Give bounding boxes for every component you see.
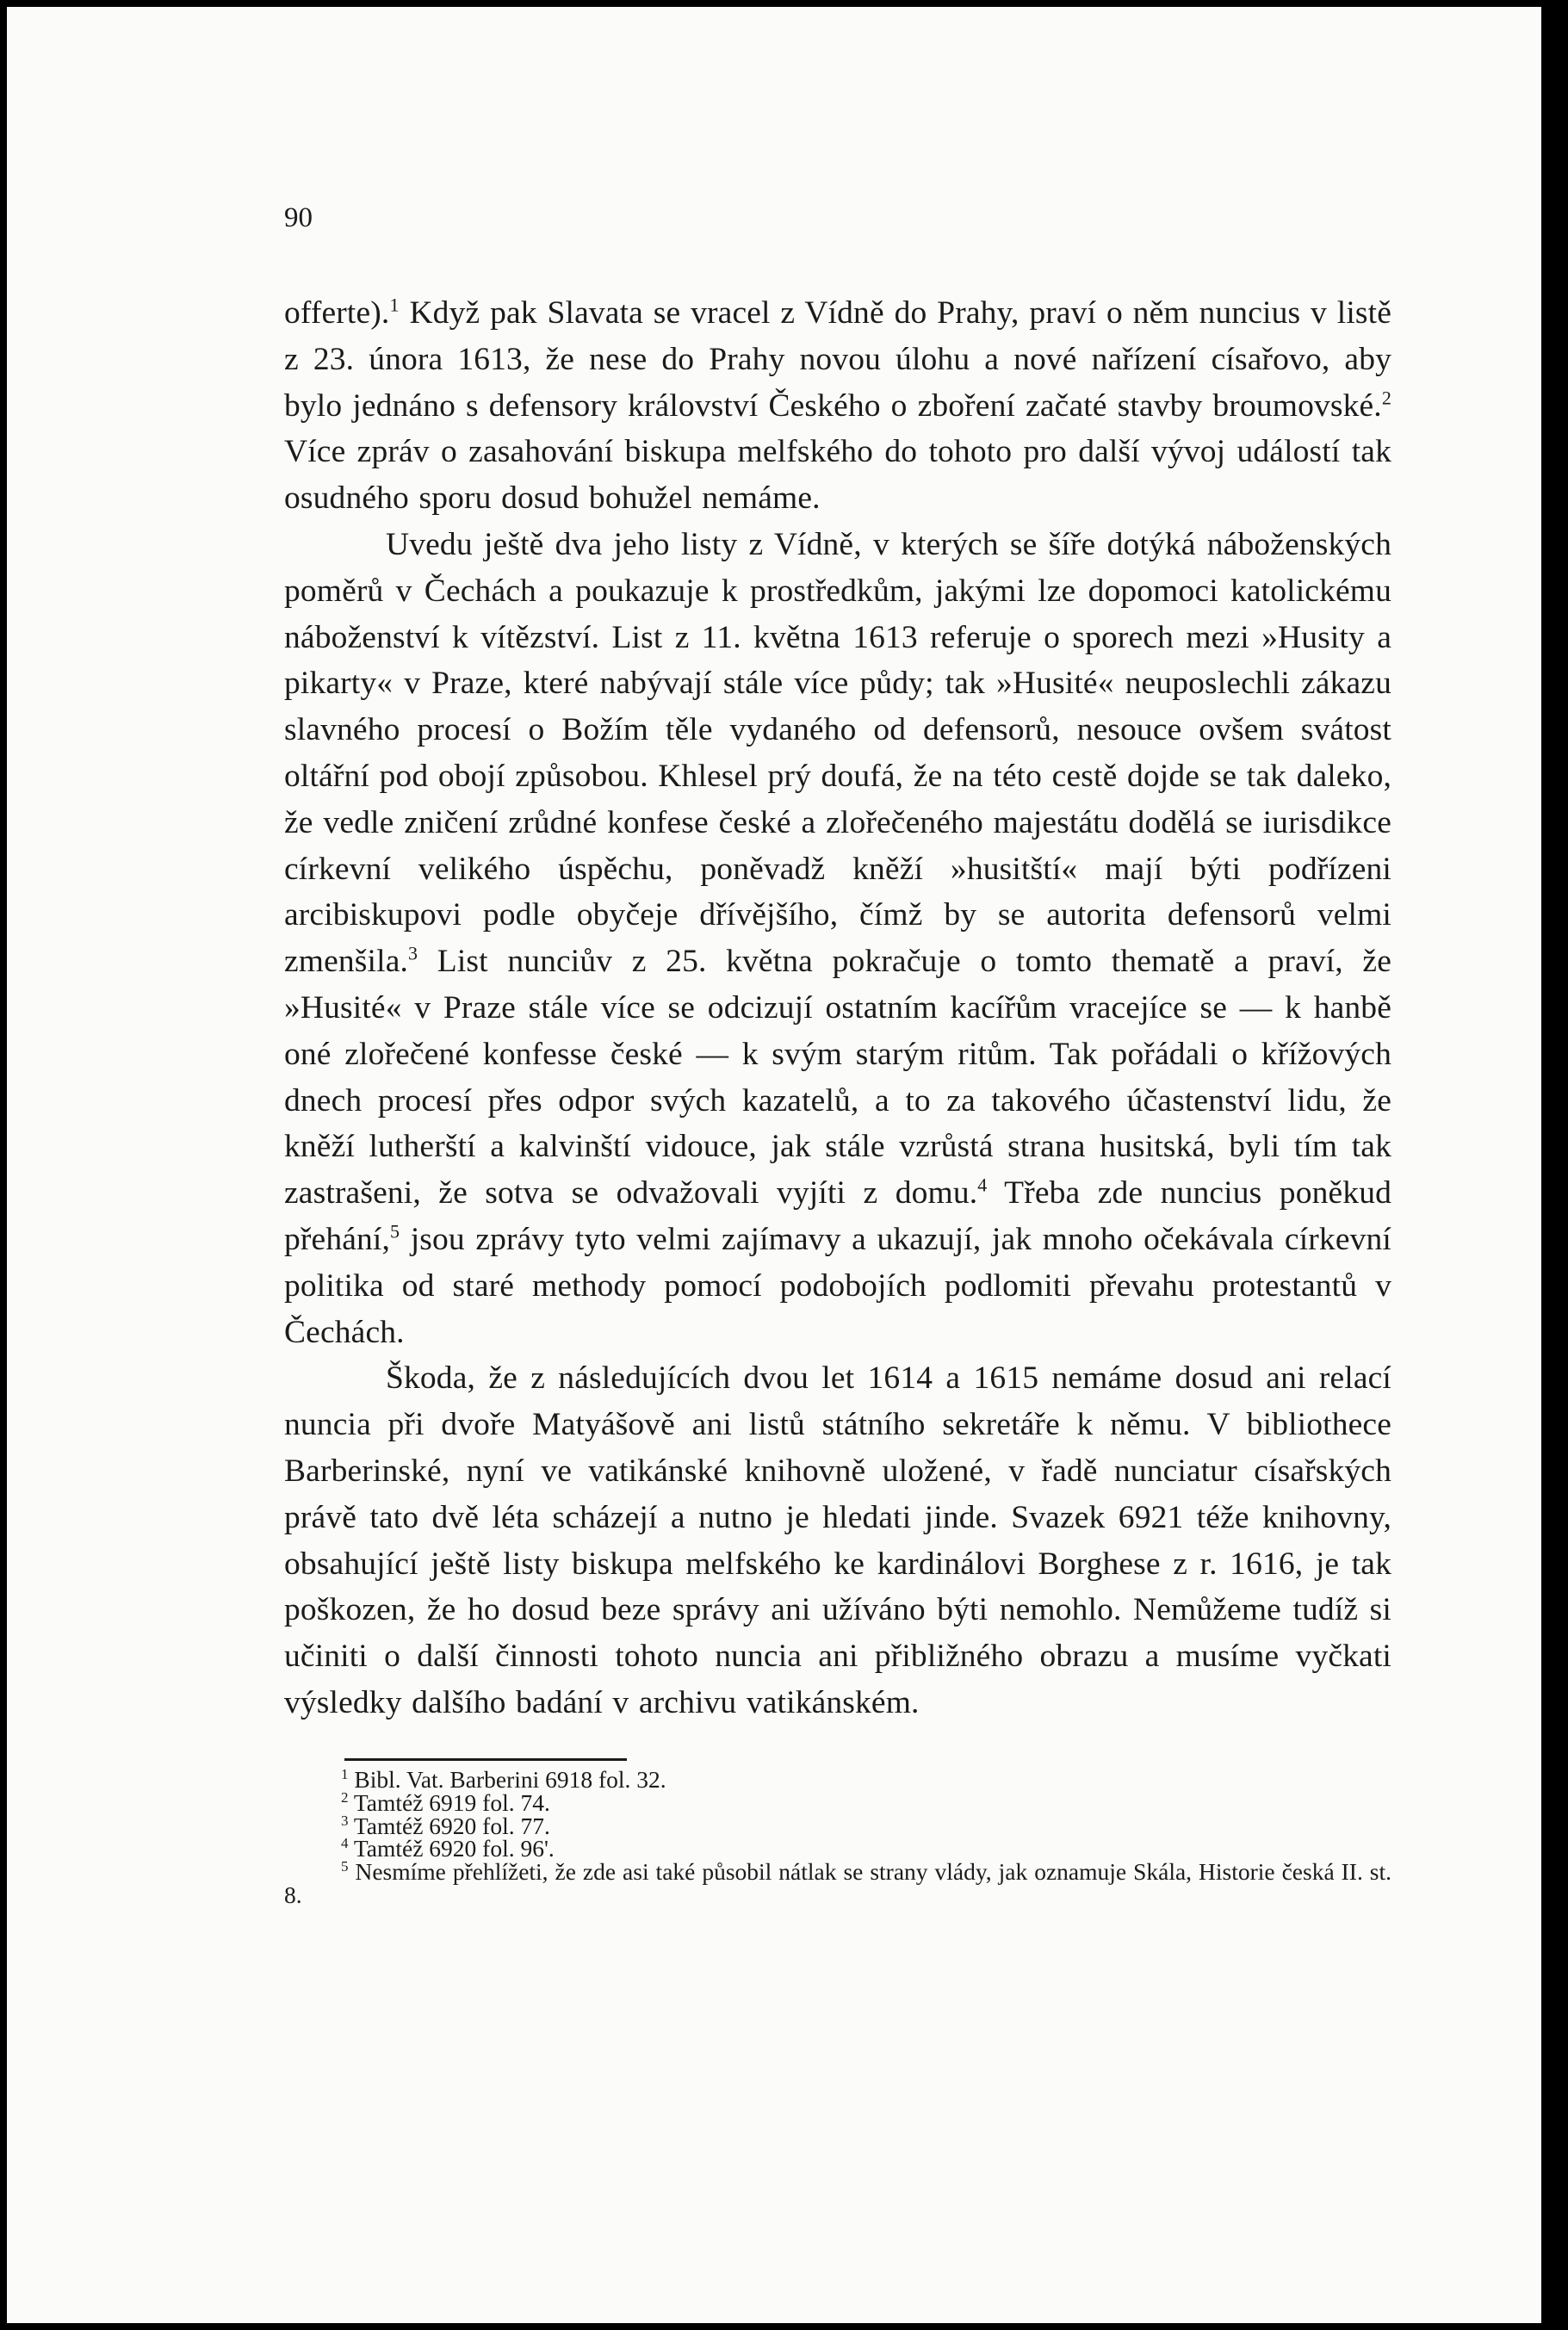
text-run: Třeba zde nuncius poněkud přehání, <box>284 1175 1391 1257</box>
footnote-text: Bibl. Vat. Barberini 6918 fol. 32. <box>354 1766 666 1793</box>
footnote-ref: 3 <box>408 942 418 964</box>
text-run: jsou zprávy tyto velmi zajímavy a ukazují, jak mnoho očekávala církevní politika od staré methody pomocí podobojích podlomiti převahu protestantů v Čechách. <box>284 1221 1391 1350</box>
footnote-ref: 2 <box>1381 387 1391 409</box>
page-number: 90 <box>284 202 313 233</box>
footnote-ref: 4 <box>977 1174 988 1196</box>
footnote-mark: 2 <box>341 1788 349 1806</box>
footnote-mark: 4 <box>341 1835 349 1852</box>
footnote-divider <box>344 1758 627 1761</box>
footnote <box>284 1858 1392 1908</box>
text-run: offerte). <box>284 295 390 331</box>
footnote-text: Tamtéž 6920 fol. 77. <box>353 1812 550 1839</box>
text-run: Uvedu ještě dva jeho listy z Vídně, v kterých se šíře dotýká náboženských poměrů v Čechách a poukazuje k prostředkům, jakými lze dopomoci katolickému náboženství k vítězství. List z 11. května 1613 referuje o sporech mezi »Husity a pikarty« v Praze, které nabývají stále více půdy; tak »Husité« neuposlechli zákazu slavného procesí o Božím těle vydaného od defensorů, nesouce ovšem svátost oltářní pod obojí způsobou. Khlesel prý doufá, že na této cestě dojde se tak daleko, že vedle zničení zrůdné konfese české a zlořečeného majestátu dodělá se iurisdikce církevní velikého úspěchu, poněvadž kněží »husitští« mají býti podřízeni arcibiskupovi podle obyčeje dřívějšího, čímž by se autorita defensorů velmi zmenšila. <box>284 526 1391 980</box>
footnotes <box>284 1765 1392 1908</box>
footnote-ref: 1 <box>389 294 400 316</box>
footnote <box>284 1788 1391 1816</box>
text-run: Více zpráv o zasahování biskupa melfského do tohoto pro další vývoj událostí tak osudného sporu dosud bohužel nemáme. <box>284 434 1391 517</box>
footnote-mark: 1 <box>341 1765 349 1782</box>
footnote <box>284 1765 1391 1793</box>
text-run: List nunciův z 25. května pokračuje o tomto thematě a praví, že »Husité« v Praze stále více se odcizují ostatním kacířům vracejíce se — k hanbě oné zlořečené konfesse české — k svým starým ritům. Tak pořádali o křížových dnech procesí přes odpor svých kazatelů, a to za takového účastenství lidu, že kněží lutherští a kalvinští vidouce, jak stále vzrůstá strana husitská, byli tím tak zastrašeni, že sotva se odvažovali vyjíti z domu. <box>284 944 1391 1211</box>
footnote-text: Tamtéž 6919 fol. 74. <box>353 1788 550 1816</box>
paragraph <box>284 290 1391 522</box>
body-text <box>284 290 1391 1726</box>
text-run: Když pak Slavata se vracel z Vídně do Prahy, praví o něm nuncius v listě z 23. února 1613, že nese do Prahy novou úlohu a nové nařízení císařovo, aby bylo jednáno s defensory království Českého o zboření začaté stavby broumovské. <box>284 295 1391 424</box>
paragraph <box>284 1355 1391 1726</box>
footnote-mark: 3 <box>341 1812 349 1829</box>
footnote-text: Nesmíme přehlížeti, že zde asi také působil nátlak se strany vlády, jak oznamuje Skála, Historie česká II. st. 8. <box>284 1858 1392 1908</box>
text-run: Škoda, že z následujících dvou let 1614 a 1615 nemáme dosud ani relací nuncia při dvoře Matyášově ani listů státního sekretáře k němu. V bibliothece Barberinské, nyní ve vatikánské knihovně uložené, v řadě nunciatur císařských právě tato dvě léta scházejí a nutno je hledati jinde. Svazek 6921 téže knihovny, obsahující ještě listy biskupa melfského ke kardinálovi Borghese z r. 1616, je tak poškozen, že ho dosud beze správy ani užíváno býti nemohlo. Nemůžeme tudíž si učiniti o další činnosti tohoto nuncia ani přibližného obrazu a musíme vyčkati výsledky dalšího badání v archivu vatikánském. <box>284 1360 1391 1720</box>
footnote-ref: 5 <box>390 1220 400 1242</box>
page-scan <box>7 7 1541 2323</box>
footnote-text: Tamtéž 6920 fol. 96'. <box>353 1835 555 1862</box>
footnote-mark: 5 <box>341 1858 349 1875</box>
paragraph <box>284 522 1391 1355</box>
